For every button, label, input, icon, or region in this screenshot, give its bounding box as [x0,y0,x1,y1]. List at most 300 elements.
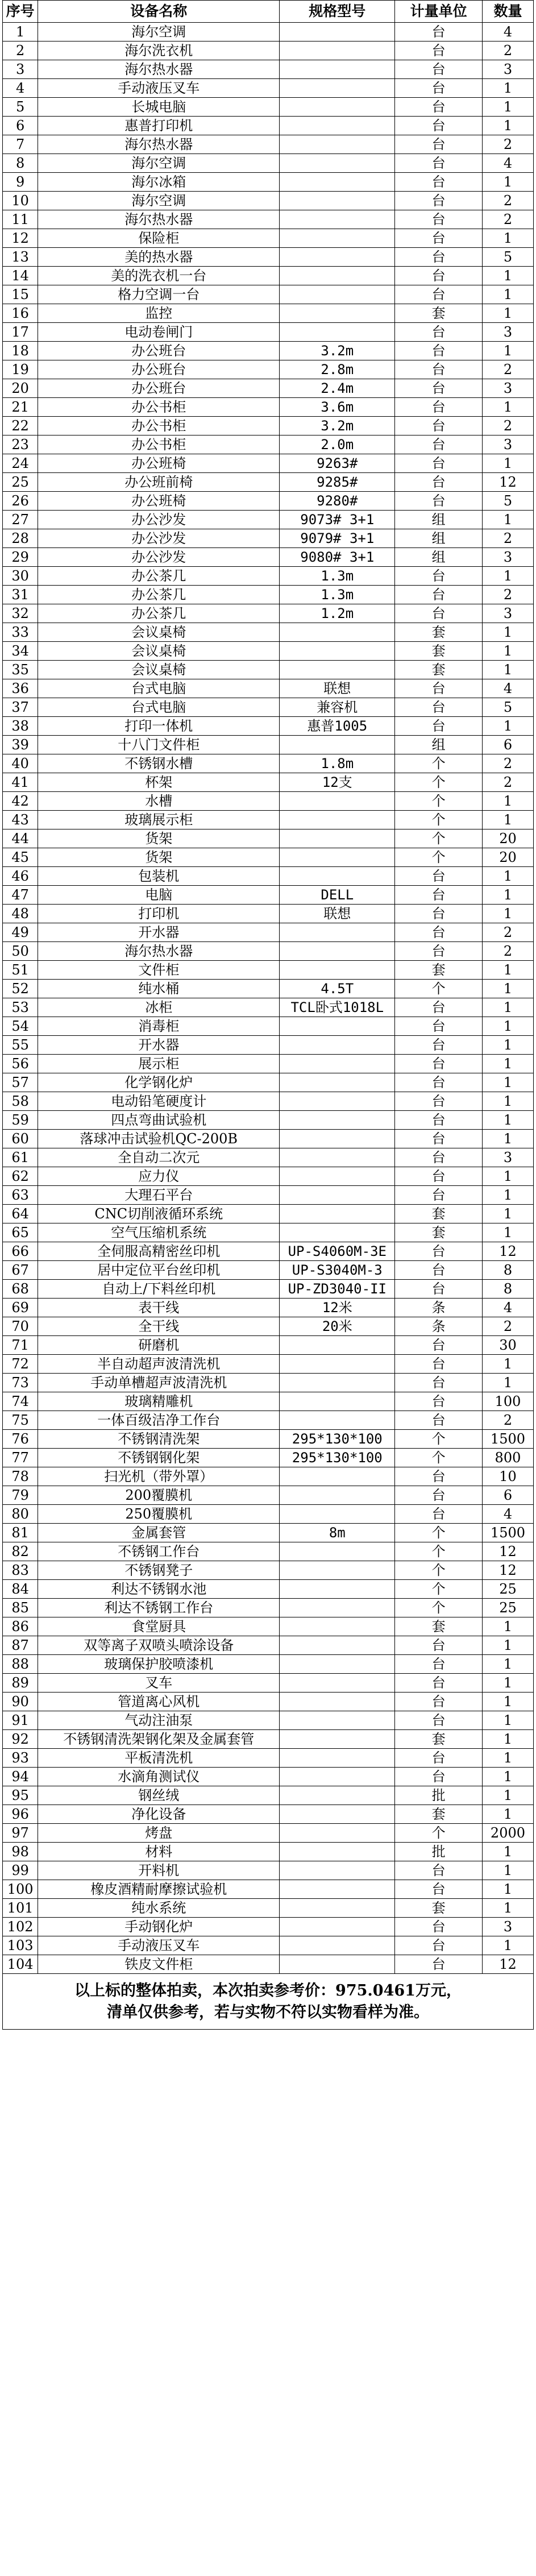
cell-spec [280,848,395,867]
cell-unit: 套 [395,1730,483,1749]
cell-no: 20 [3,379,38,398]
cell-no: 91 [3,1711,38,1730]
table-row [3,267,534,285]
cell-unit: 台 [395,1861,483,1880]
cell-name: 监控 [38,304,280,323]
cell-no: 62 [3,1167,38,1186]
table-row [3,1467,534,1486]
cell-qty: 1 [482,1055,533,1073]
cell-no: 76 [3,1430,38,1449]
cell-qty: 1 [482,1749,533,1768]
cell-spec [280,1899,395,1918]
table-row [3,192,534,210]
cell-spec: 20米 [280,1317,395,1336]
table-row [3,1749,534,1768]
cell-unit: 套 [395,1899,483,1918]
cell-spec [280,1167,395,1186]
cell-name: 长城电脑 [38,98,280,117]
cell-name: 开水器 [38,923,280,942]
cell-unit: 个 [395,980,483,998]
cell-spec: 4.5T [280,980,395,998]
cell-name: 不锈钢清洗架 [38,1430,280,1449]
cell-unit: 台 [395,248,483,267]
cell-unit: 台 [395,60,483,79]
cell-name: 冰柜 [38,998,280,1017]
cell-name: 管道离心风机 [38,1693,280,1711]
cell-name: 材料 [38,1843,280,1861]
table-row [3,1036,534,1055]
cell-unit: 台 [395,135,483,154]
cell-spec [280,1223,395,1242]
cell-name: 办公书柜 [38,398,280,417]
cell-spec: 联想 [280,679,395,698]
cell-qty: 1 [482,454,533,473]
table-row [3,661,534,679]
table-row [3,942,534,961]
cell-unit: 台 [395,398,483,417]
cell-unit: 台 [395,210,483,229]
cell-name: 美的热水器 [38,248,280,267]
cell-no: 50 [3,942,38,961]
table-row [3,961,534,980]
cell-qty: 100 [482,1392,533,1411]
cell-unit: 台 [395,1111,483,1130]
cell-qty: 12 [482,473,533,492]
cell-name: 海尔冰箱 [38,173,280,192]
table-row [3,980,534,998]
table-row [3,1111,534,1130]
cell-spec: 3.2m [280,342,395,360]
cell-name: 打印机 [38,905,280,923]
cell-no: 40 [3,754,38,773]
cell-unit: 台 [395,998,483,1017]
cell-name: 玻璃精雕机 [38,1392,280,1411]
table-row [3,1186,534,1205]
cell-unit: 套 [395,1617,483,1636]
cell-spec [280,1955,395,1974]
cell-name: 海尔热水器 [38,210,280,229]
cell-unit: 台 [395,42,483,60]
cell-unit: 批 [395,1786,483,1805]
cell-name: 海尔空调 [38,154,280,173]
cell-qty: 2 [482,1317,533,1336]
cell-spec [280,1036,395,1055]
cell-unit: 台 [395,886,483,905]
cell-name: 电动铅笔硬度计 [38,1092,280,1111]
cell-no: 2 [3,42,38,60]
cell-no: 6 [3,117,38,135]
cell-name: 文件柜 [38,961,280,980]
cell-name: 气动注油泵 [38,1711,280,1730]
cell-no: 7 [3,135,38,154]
cell-unit: 套 [395,1205,483,1223]
cell-spec [280,1374,395,1392]
cell-no: 14 [3,267,38,285]
cell-unit: 台 [395,1880,483,1899]
cell-no: 98 [3,1843,38,1861]
cell-name: 打印一体机 [38,717,280,736]
cell-unit: 台 [395,1374,483,1392]
cell-name: 展示柜 [38,1055,280,1073]
cell-name: 会议桌椅 [38,623,280,642]
cell-spec [280,1130,395,1148]
cell-name: 会议桌椅 [38,642,280,661]
cell-qty: 12 [482,1542,533,1561]
cell-qty: 4 [482,23,533,42]
cell-name: 250覆膜机 [38,1505,280,1524]
table-row [3,773,534,792]
cell-spec: 9263# [280,454,395,473]
table-row [3,210,534,229]
cell-name: 办公沙发 [38,511,280,529]
cell-no: 90 [3,1693,38,1711]
cell-name: 手动液压叉车 [38,79,280,98]
cell-name: 落球冲击试验机QC-200B [38,1130,280,1148]
cell-no: 51 [3,961,38,980]
cell-qty: 2 [482,360,533,379]
cell-unit: 台 [395,1711,483,1730]
cell-name: 金属套管 [38,1524,280,1542]
cell-qty: 1 [482,1674,533,1693]
cell-name: 电动卷闸门 [38,323,280,342]
table-row [3,135,534,154]
cell-spec: 9073# 3+1 [280,511,395,529]
cell-qty: 10 [482,1467,533,1486]
cell-qty: 5 [482,248,533,267]
table-row [3,1261,534,1280]
cell-no: 19 [3,360,38,379]
cell-qty: 1 [482,886,533,905]
cell-spec [280,811,395,829]
cell-unit: 套 [395,961,483,980]
cell-spec: 9080# 3+1 [280,548,395,567]
cell-name: 办公沙发 [38,548,280,567]
cell-unit: 台 [395,1280,483,1299]
cell-qty: 1 [482,1355,533,1374]
cell-unit: 台 [395,267,483,285]
cell-qty: 4 [482,1299,533,1317]
cell-spec [280,1730,395,1749]
table-row [3,1918,534,1936]
cell-spec [280,1055,395,1073]
cell-name: 办公班椅 [38,492,280,511]
cell-unit: 个 [395,1542,483,1561]
cell-no: 97 [3,1824,38,1843]
table-row [3,1392,534,1411]
cell-spec: 295*130*100 [280,1449,395,1467]
cell-qty: 1 [482,1768,533,1786]
cell-name: 平板清洗机 [38,1749,280,1768]
cell-spec [280,1017,395,1036]
cell-unit: 台 [395,492,483,511]
cell-unit: 套 [395,1805,483,1824]
cell-spec: 9280# [280,492,395,511]
cell-qty: 1 [482,1693,533,1711]
table-row [3,248,534,267]
cell-name: 办公书柜 [38,417,280,435]
table-row [3,285,534,304]
cell-spec [280,942,395,961]
cell-spec: 3.2m [280,417,395,435]
table-row [3,1167,534,1186]
cell-qty: 1 [482,1899,533,1918]
table-row [3,417,534,435]
cell-no: 101 [3,1899,38,1918]
cell-no: 88 [3,1655,38,1674]
cell-name: 杯架 [38,773,280,792]
cell-spec: 8m [280,1524,395,1542]
cell-unit: 台 [395,1693,483,1711]
cell-unit: 组 [395,736,483,754]
cell-no: 47 [3,886,38,905]
table-row [3,154,534,173]
cell-unit: 条 [395,1317,483,1336]
table-row [3,604,534,623]
cell-no: 92 [3,1730,38,1749]
cell-no: 83 [3,1561,38,1580]
table-row [3,1355,534,1374]
table-row [3,1486,534,1505]
cell-no: 25 [3,473,38,492]
table-row [3,548,534,567]
header-unit: 计量单位 [395,1,483,23]
cell-no: 1 [3,23,38,42]
table-row [3,1955,534,1974]
cell-no: 38 [3,717,38,736]
cell-spec: UP-ZD3040-II [280,1280,395,1299]
cell-qty: 1 [482,792,533,811]
cell-no: 75 [3,1411,38,1430]
cell-no: 71 [3,1336,38,1355]
cell-no: 58 [3,1092,38,1111]
cell-name: 办公班台 [38,379,280,398]
cell-qty: 1 [482,980,533,998]
auction-note-line2: 清单仅供参考，若与实物不符以实物看样为准。 [107,2003,429,2021]
cell-name: 不锈钢工作台 [38,1542,280,1561]
cell-no: 34 [3,642,38,661]
table-row [3,342,534,360]
cell-unit: 台 [395,604,483,623]
table-row [3,511,534,529]
cell-name: 双等离子双喷头喷涂设备 [38,1636,280,1655]
table-row [3,1805,534,1824]
table-row [3,567,534,586]
cell-unit: 台 [395,1073,483,1092]
cell-qty: 3 [482,1148,533,1167]
cell-spec [280,923,395,942]
table-row [3,623,534,642]
cell-qty: 1 [482,1186,533,1205]
cell-qty: 1 [482,642,533,661]
cell-qty: 1 [482,285,533,304]
table-row [3,1711,534,1730]
cell-name: 办公茶几 [38,567,280,586]
cell-spec: 9285# [280,473,395,492]
cell-spec: TCL卧式1018L [280,998,395,1017]
cell-qty: 1 [482,867,533,886]
cell-name: 办公茶几 [38,586,280,604]
cell-unit: 台 [395,698,483,717]
cell-unit: 台 [395,679,483,698]
cell-unit: 个 [395,1824,483,1843]
cell-unit: 台 [395,1167,483,1186]
cell-name: 研磨机 [38,1336,280,1355]
cell-no: 56 [3,1055,38,1073]
cell-qty: 30 [482,1336,533,1355]
table-row [3,717,534,736]
cell-spec: 1.2m [280,604,395,623]
cell-spec [280,1617,395,1636]
cell-name: 钢丝绒 [38,1786,280,1805]
cell-name: 四点弯曲试验机 [38,1111,280,1130]
cell-spec [280,1148,395,1167]
cell-name: 手动钢化炉 [38,1918,280,1936]
cell-qty: 1 [482,1374,533,1392]
cell-qty: 3 [482,323,533,342]
cell-no: 67 [3,1261,38,1280]
cell-qty: 1 [482,1711,533,1730]
cell-unit: 台 [395,473,483,492]
cell-name: 表干线 [38,1299,280,1317]
cell-spec [280,267,395,285]
cell-spec [280,1843,395,1861]
cell-name: 水槽 [38,792,280,811]
cell-unit: 台 [395,1655,483,1674]
cell-unit: 台 [395,1467,483,1486]
cell-qty: 1 [482,1017,533,1036]
table-row [3,867,534,886]
table-row [3,117,534,135]
cell-qty: 1 [482,623,533,642]
cell-no: 36 [3,679,38,698]
cell-unit: 台 [395,717,483,736]
cell-no: 29 [3,548,38,567]
cell-qty: 1 [482,1843,533,1861]
cell-spec [280,98,395,117]
cell-spec [280,1880,395,1899]
table-row [3,679,534,698]
cell-qty: 2 [482,754,533,773]
cell-spec: 联想 [280,905,395,923]
table-row [3,1092,534,1111]
cell-qty: 1 [482,717,533,736]
cell-name: 大理石平台 [38,1186,280,1205]
cell-name: 不锈钢凳子 [38,1561,280,1580]
cell-qty: 2 [482,135,533,154]
cell-name: 海尔热水器 [38,60,280,79]
header-spec: 规格型号 [280,1,395,23]
table-row [3,1693,534,1711]
cell-name: 手动液压叉车 [38,1936,280,1955]
cell-spec [280,229,395,248]
cell-spec [280,1861,395,1880]
cell-no: 68 [3,1280,38,1299]
cell-spec [280,154,395,173]
table-row [3,1336,534,1355]
cell-name: 半自动超声波清洗机 [38,1355,280,1374]
cell-no: 32 [3,604,38,623]
cell-spec: 1.3m [280,586,395,604]
cell-spec [280,829,395,848]
cell-qty: 1 [482,1730,533,1749]
cell-unit: 台 [395,1355,483,1374]
cell-unit: 台 [395,867,483,886]
cell-unit: 组 [395,529,483,548]
cell-no: 94 [3,1768,38,1786]
cell-name: 十八门文件柜 [38,736,280,754]
cell-no: 53 [3,998,38,1017]
cell-spec: 2.4m [280,379,395,398]
table-row [3,1299,534,1317]
cell-unit: 台 [395,454,483,473]
cell-unit: 台 [395,1636,483,1655]
table-row [3,398,534,417]
cell-no: 28 [3,529,38,548]
table-row [3,1599,534,1617]
cell-qty: 1 [482,511,533,529]
table-row [3,754,534,773]
cell-spec [280,23,395,42]
cell-unit: 台 [395,1749,483,1768]
cell-qty: 1 [482,1111,533,1130]
table-row [3,811,534,829]
cell-qty: 6 [482,1486,533,1505]
cell-no: 89 [3,1674,38,1693]
cell-no: 37 [3,698,38,717]
cell-spec [280,1111,395,1130]
cell-spec [280,1392,395,1411]
cell-spec [280,1805,395,1824]
cell-qty: 1 [482,998,533,1017]
cell-no: 52 [3,980,38,998]
cell-no: 63 [3,1186,38,1205]
cell-no: 69 [3,1299,38,1317]
table-row [3,492,534,511]
cell-spec [280,623,395,642]
cell-no: 87 [3,1636,38,1655]
table-row [3,454,534,473]
table-row [3,998,534,1017]
cell-unit: 台 [395,923,483,942]
table-row [3,886,534,905]
cell-no: 100 [3,1880,38,1899]
table-row [3,1449,534,1467]
cell-no: 8 [3,154,38,173]
cell-spec [280,1749,395,1768]
cell-name: 空气压缩机系统 [38,1223,280,1242]
table-row [3,1055,534,1073]
cell-qty: 2 [482,942,533,961]
cell-no: 49 [3,923,38,942]
table-row [3,1580,534,1599]
cell-qty: 800 [482,1449,533,1467]
cell-no: 59 [3,1111,38,1130]
cell-spec: 3.6m [280,398,395,417]
cell-no: 57 [3,1073,38,1092]
cell-name: 应力仪 [38,1167,280,1186]
cell-spec [280,1505,395,1524]
cell-unit: 台 [395,1505,483,1524]
cell-name: 惠普打印机 [38,117,280,135]
cell-qty: 1 [482,1130,533,1148]
cell-qty: 3 [482,604,533,623]
cell-unit: 台 [395,905,483,923]
cell-unit: 批 [395,1843,483,1861]
cell-qty: 5 [482,698,533,717]
cell-name: 烤盘 [38,1824,280,1843]
cell-spec [280,323,395,342]
cell-qty: 8 [482,1261,533,1280]
